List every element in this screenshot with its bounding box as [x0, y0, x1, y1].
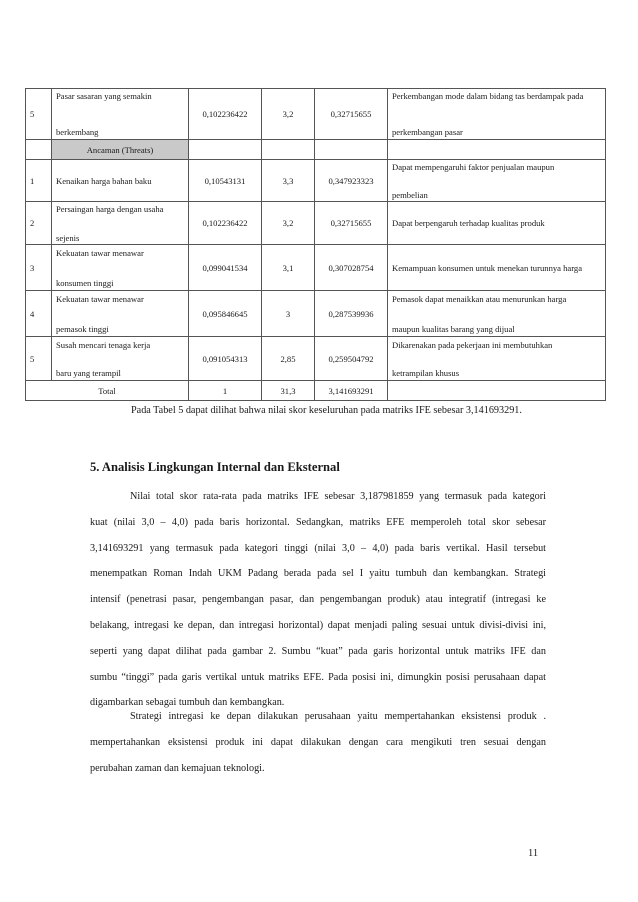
factor-line: Persaingan harga dengan usaha — [56, 203, 164, 214]
rating-cell: 2,85 — [262, 337, 315, 381]
text-line: sumbu “tinggi” pada garis vertikal untuk matriks EFE. Pada posisi ini, dimungkin posisi perusahaan dapat — [90, 671, 546, 683]
weight-cell: 0,102236422 — [189, 202, 262, 245]
note-line: Perkembangan mode dalam bidang tas berdampak pada — [392, 91, 584, 101]
section-row — [26, 140, 606, 160]
section-heading: 5. Analisis Lingkungan Internal dan Eksternal — [90, 460, 340, 474]
text-line: digambarkan sebagai tumbuh dan kembangkan. — [90, 697, 285, 709]
table-row — [26, 202, 606, 245]
text-line: kuat (nilai 3,0 – 4,0) pada baris horizontal. Sedangkan, matriks EFE memperoleh total skor sebesar — [90, 516, 546, 528]
row-number: 1 — [26, 160, 52, 202]
row-number: 5 — [26, 89, 52, 140]
factor-line: Kekuatan tawar menawar — [56, 293, 144, 304]
text-line: intensif (penetrasi pasar, pengembangan pasar, dan pengembangan produk) atau integratif (intregasi ke — [90, 594, 546, 606]
section-label-threats: Ancaman (Threats) — [52, 140, 189, 160]
text-line: Strategi intregasi ke depan dilakukan perusahaan yaitu mempertahankan eksistensi produk . — [130, 711, 546, 722]
table-caption: Pada Tabel 5 dapat dilihat bahwa nilai skor keseluruhan pada matriks IFE sebesar 3,141693291. — [131, 405, 522, 416]
table-row — [26, 291, 606, 337]
row-number: 2 — [26, 202, 52, 245]
row-number: 3 — [26, 245, 52, 291]
weight-cell: 0,099041534 — [189, 245, 262, 291]
text-line: perubahan zaman dan kemajuan teknologi. — [90, 762, 265, 774]
factor-line: Kekuatan tawar menawar — [56, 247, 144, 258]
score-cell: 0,347923323 — [315, 160, 388, 202]
factor-line: baru yang terampil — [56, 367, 121, 378]
note-cell — [388, 160, 606, 202]
rating-cell: 3,1 — [262, 245, 315, 291]
score-cell: 0,259504792 — [315, 337, 388, 381]
score-cell: 0,32715655 — [315, 202, 388, 245]
text-line: Nilai total skor rata-rata pada matriks IFE sebesar 3,187981859 yang termasuk pada kategori — [130, 491, 546, 502]
factor-cell: Kenaikan harga bahan baku — [52, 160, 189, 202]
note-line: Pemasok dapat menaikkan atau menurunkan harga — [392, 293, 567, 304]
table-row — [26, 160, 606, 202]
weight-cell: 0,10543131 — [189, 160, 262, 202]
note-line: maupun kualitas barang yang dijual — [392, 323, 515, 334]
table-row — [26, 337, 606, 381]
total-rating: 31,3 — [262, 381, 315, 401]
paragraph-1 — [90, 484, 546, 716]
weight-cell: 0,095846645 — [189, 291, 262, 337]
rating-cell: 3 — [262, 291, 315, 337]
total-score: 3,141693291 — [315, 381, 388, 401]
factor-cell — [52, 245, 189, 291]
weight-cell: 0,091054313 — [189, 337, 262, 381]
factor-line: sejenis — [56, 232, 80, 243]
weight-cell: 0,102236422 — [189, 89, 262, 140]
rating-cell: 3,3 — [262, 160, 315, 202]
factor-line: Susah mencari tenaga kerja — [56, 339, 151, 350]
note-line: Dikarenakan pada pekerjaan ini membutuhkan — [392, 339, 553, 350]
note-line: perkembangan pasar — [392, 127, 463, 137]
row-number: 4 — [26, 291, 52, 337]
factor-line: konsumen tinggi — [56, 277, 114, 288]
score-cell: 0,32715655 — [315, 89, 388, 140]
note-cell — [388, 89, 606, 140]
factor-cell — [52, 291, 189, 337]
text-line: menempatkan Roman Indah UKM Padang berada pada sel I yaitu tumbuh dan kembangkan. Strategi — [90, 568, 546, 580]
score-cell: 0,287539936 — [315, 291, 388, 337]
text-line: 3,141693291 yang termasuk pada kategori tinggi (nilai 3,0 – 4,0) pada baris vertikal. Hasil tersebut — [90, 542, 546, 554]
text-line: seperti yang dapat dilihat pada gambar 2. Sumbu “kuat” pada garis horizontal untuk matriks IFE dan — [90, 645, 546, 657]
note-line: ketrampilan khusus — [392, 367, 460, 378]
text-line: belakang, intregasi ke depan, dan intregasi horizontal) dapat menjadi paling sesuai untuk divisi-divisi ini, — [90, 619, 546, 631]
note-cell — [388, 337, 606, 381]
note-line: Dapat mempengaruhi faktor penjualan maupun — [392, 161, 555, 172]
total-row — [26, 381, 606, 401]
note-cell: Dapat berpengaruh terhadap kualitas produk — [388, 202, 606, 245]
row-number: 5 — [26, 337, 52, 381]
factor-cell — [52, 337, 189, 381]
page-number: 11 — [528, 848, 539, 859]
factor-line: berkembang — [56, 127, 99, 137]
paragraph-2 — [90, 704, 546, 781]
rating-cell: 3,2 — [262, 89, 315, 140]
total-label: Total — [26, 381, 189, 401]
efe-matrix-table — [25, 88, 606, 401]
factor-cell — [52, 89, 189, 140]
rating-cell: 3,2 — [262, 202, 315, 245]
factor-line: Pasar sasaran yang semakin — [56, 91, 152, 101]
factor-cell — [52, 202, 189, 245]
text-line: mempertahankan eksistensi produk ini dapat dilakukan dengan cara mengikuti tren sesuai dengan — [90, 736, 546, 748]
score-cell: 0,307028754 — [315, 245, 388, 291]
note-line: pembelian — [392, 189, 428, 200]
factor-line: pemasok tinggi — [56, 323, 109, 334]
table-row — [26, 89, 606, 140]
note-cell — [388, 291, 606, 337]
note-cell: Kemampuan konsumen untuk menekan turunnya harga — [388, 245, 606, 291]
total-weight: 1 — [189, 381, 262, 401]
table-row — [26, 245, 606, 291]
